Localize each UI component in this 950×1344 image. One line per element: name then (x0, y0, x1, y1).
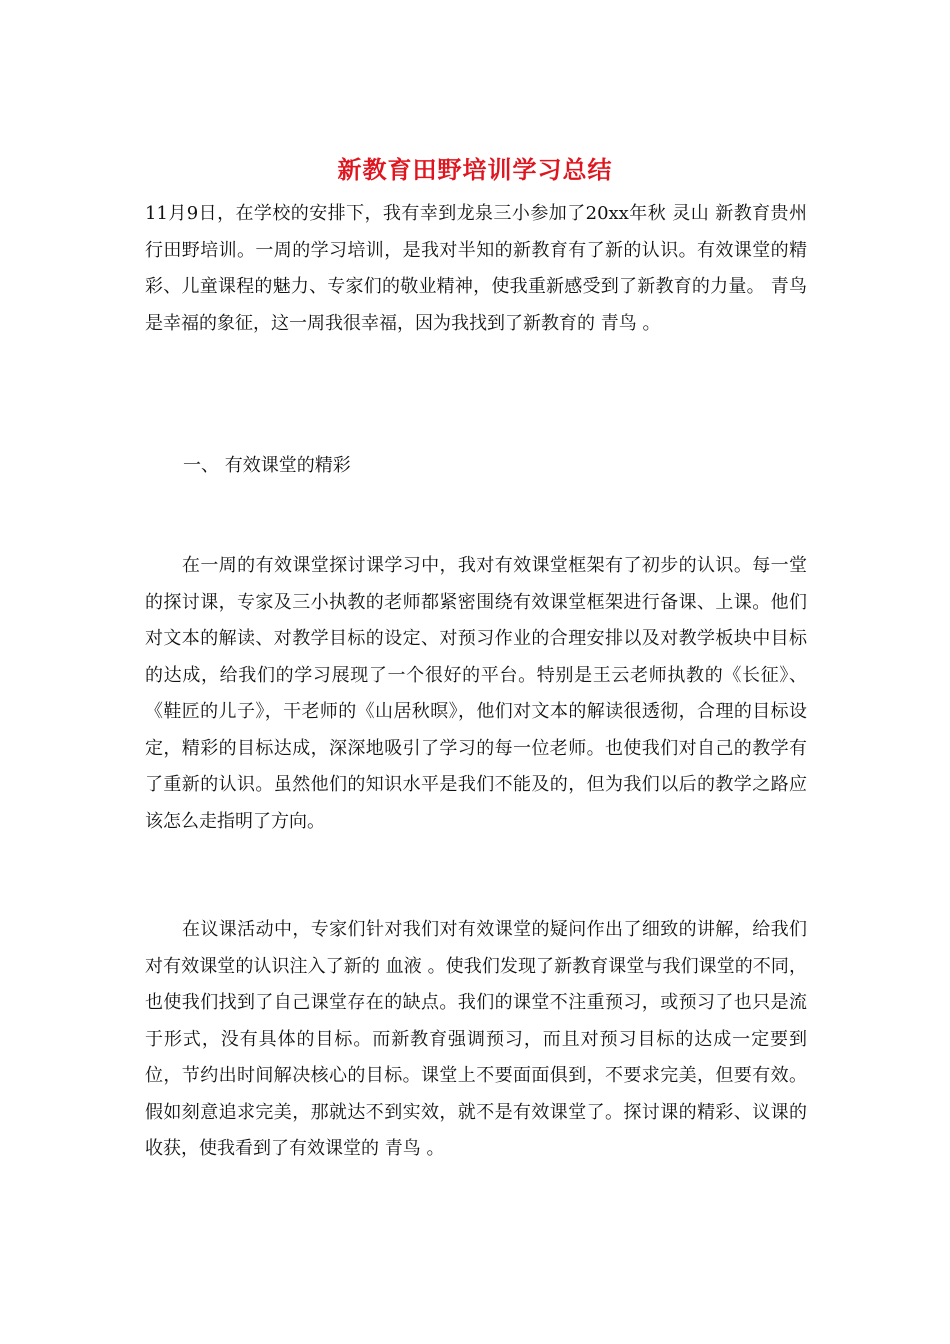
document-title: 新教育田野培训学习总结 (337, 155, 613, 184)
section-paragraph: 在议课活动中，专家们针对我们对有效课堂的疑问作出了细致的讲解，给我们对有效课堂的认识注入了新的 血液 。使我们发现了新教育课堂与我们课堂的不同，也使我们找到了自己课堂存在的缺点。我们的课堂不注重预习，或预习了也只是流于形式，没有具体的目标。而新教育强调预习，而且对预习目标的达成一定要到位，节约出时间解决核心的目标。课堂上不要面面俱到，不要求完美，但要有效。假如刻意追求完美，那就达不到实效，就不是有效课堂了。探讨课的精彩、议课的收获，使我看到了有效课堂的 青鸟 。 (145, 919, 807, 1159)
section-paragraph: 在一周的有效课堂探讨课学习中，我对有效课堂框架有了初步的认识。每一堂的探讨课，专家及三小执教的老师都紧密围绕有效课堂框架进行备课、上课。他们对文本的解读、对教学目标的设定、对预习作业的合理安排以及对教学板块中目标的达成，给我们的学习展现了一个很好的平台。特别是王云老师执教的《长征》、《鞋匠的儿子》，干老师的《山居秋暝》，他们对文本的解读很透彻，合理的目标设定，精彩的目标达成，深深地吸引了学习的每一位老师。也使我们对自己的教学有了重新的认识。虽然他们的知识水平是我们不能及的，但为我们以后的教学之路应该怎么走指明了方向。 (145, 555, 807, 832)
section-heading: 一、 有效课堂的精彩 (183, 455, 351, 476)
intro-paragraph: 11月9日，在学校的安排下，我有幸到龙泉三小参加了20xx年秋 灵山 新教育贵州行田野培训。一周的学习培训，是我对半知的新教育有了新的认识。有效课堂的精彩、儿童课程的魅力、专家们的敬业精神，使我重新感受到了新教育的力量。 青鸟 是幸福的象征，这一周我很幸福，因为我找到了新教育的 青鸟 。 (145, 203, 807, 334)
